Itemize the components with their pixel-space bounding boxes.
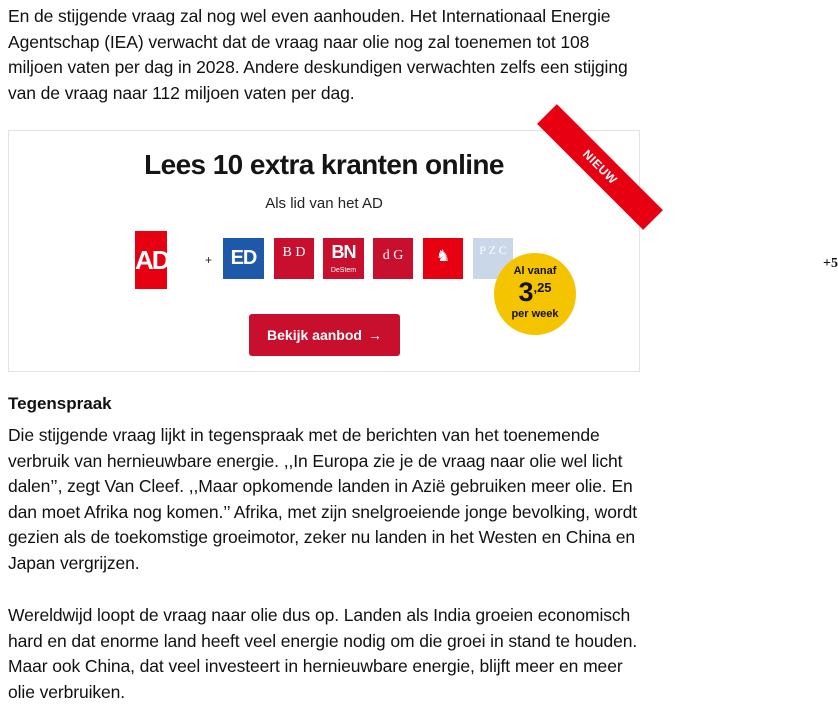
ad-logo: AD bbox=[135, 231, 167, 289]
more-newspapers-count: +5 bbox=[823, 256, 838, 271]
bn-destem-logo: BN DeStem bbox=[323, 238, 364, 279]
price-prefix: Al vanaf bbox=[513, 265, 557, 277]
section-heading: Tegenspraak bbox=[8, 394, 112, 413]
pzc-logo: P Z C +5 bbox=[473, 238, 513, 279]
plus-separator: + bbox=[205, 253, 213, 267]
arrow-right-icon: → bbox=[367, 327, 382, 343]
gelderlander-logo: d G bbox=[373, 238, 413, 279]
article-paragraph: Wereldwijd loopt de vraag naar olie dus op. Landen als India groeien economisch hard en dat enorme land heeft veel energie nodig om die groei in stand te houden. Maar ook China, dat veel investeert in hernieuwbare energie, blijft meer en meer olie verbruiken. bbox=[8, 605, 638, 702]
new-ribbon: NIEUW bbox=[537, 104, 663, 230]
promo-subtitle: Als lid van het AD bbox=[265, 195, 383, 212]
price-badge bbox=[494, 253, 576, 335]
ed-logo: ED bbox=[223, 238, 264, 279]
bd-logo: B D bbox=[274, 238, 314, 279]
price-suffix: per week bbox=[511, 308, 559, 320]
article-paragraph: En de stijgende vraag zal nog wel even aanhouden. Het Internationaal Energie Agentschap (IEA) verwacht dat de vraag naar olie nog zal toenemen tot 108 miljoen vaten per dag in 2028. Andere deskundigen verwachten zelfs een stijging van de vraag naar 112 miljoen vaten per dag. bbox=[8, 6, 628, 103]
article-paragraph: Die stijgende vraag lijkt in tegenspraak met de berichten van het toenemende verbruik van hernieuwbare energie. ,,In Europa zie je de vraag naar olie wel licht dalen’’, zegt Van Cleef. ,,Maar opkomende landen in Azië gebruiken meer olie. En dan moet Afrika nog komen.’’ Afrika, met zijn snelgroeiende jonge bevolking, wordt gezien als de toekomstige groeimotor, zeker nu landen in het Westen en China en Japan vergrijzen. bbox=[8, 425, 637, 573]
subscription-promo bbox=[8, 130, 838, 372]
promo-title: Lees 10 extra kranten online bbox=[144, 149, 504, 180]
view-offer-button[interactable] bbox=[249, 314, 400, 356]
price-amount: $3^{,25}$ bbox=[518, 277, 552, 307]
view-offer-label: Bekijk aanbod bbox=[267, 327, 362, 343]
tubantia-logo: ♞ bbox=[423, 238, 463, 279]
